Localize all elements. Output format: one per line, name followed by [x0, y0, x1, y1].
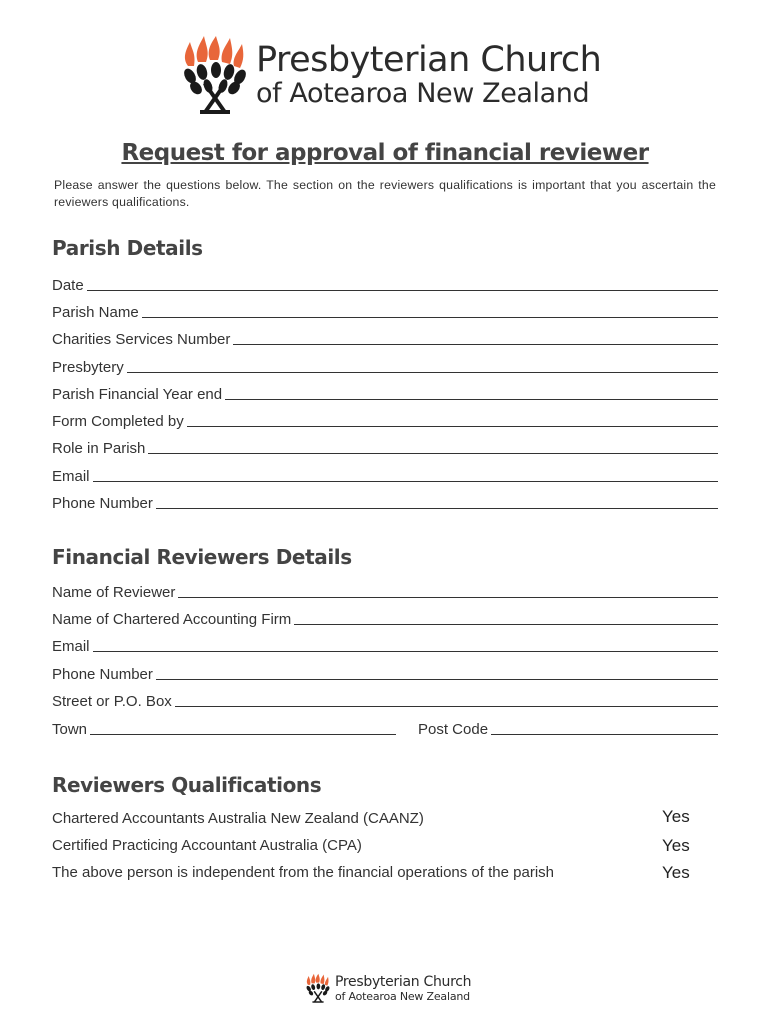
- post-code-label: Post Code: [418, 721, 489, 738]
- parish-name-input-line[interactable]: [142, 317, 718, 318]
- reviewer-phone-field[interactable]: [52, 663, 718, 683]
- logo-line-2: of Aotearoa New Zealand: [256, 78, 590, 109]
- parish-phone-label: Phone Number: [52, 495, 153, 512]
- form-completed-by-input-line[interactable]: [187, 426, 718, 427]
- street-label: Street or P.O. Box: [52, 693, 172, 710]
- charities-number-input-line[interactable]: [233, 344, 718, 345]
- role-in-parish-label: Role in Parish: [52, 440, 146, 457]
- parish-name-label: Parish Name: [52, 304, 139, 321]
- parish-email-field[interactable]: [52, 465, 718, 485]
- parish-email-label: Email: [52, 468, 90, 485]
- cpa-qualification-label: Certified Practicing Accountant Australia (CPA): [52, 837, 362, 854]
- role-in-parish-input-line[interactable]: [148, 453, 718, 454]
- reviewer-name-field[interactable]: [52, 581, 718, 601]
- accounting-firm-label: Name of Chartered Accounting Firm: [52, 611, 292, 628]
- independence-label: The above person is independent from the financial operations of the parish: [52, 864, 554, 881]
- footer-logo-line-1: Presbyterian Church: [335, 974, 472, 990]
- town-label: Town: [52, 721, 88, 738]
- burning-bush-icon-small: [305, 972, 331, 1006]
- town-field[interactable]: [52, 718, 396, 738]
- reviewer-name-input-line[interactable]: [178, 597, 718, 598]
- reviewer-details-heading: Financial Reviewers Details: [52, 545, 352, 569]
- form-completed-by-field[interactable]: [52, 410, 718, 430]
- date-field[interactable]: [52, 274, 718, 294]
- cpa-answer[interactable]: Yes: [662, 836, 690, 855]
- role-in-parish-field[interactable]: [52, 437, 718, 457]
- qualifications-heading: Reviewers Qualifications: [52, 773, 322, 797]
- parish-email-input-line[interactable]: [93, 481, 718, 482]
- footer-logo-line-2: of Aotearoa New Zealand: [335, 990, 470, 1003]
- parish-phone-input-line[interactable]: [156, 508, 718, 509]
- street-input-line[interactable]: [175, 706, 718, 707]
- parish-details-heading: Parish Details: [52, 236, 203, 260]
- caanz-qualification-label: Chartered Accountants Australia New Zealand (CAANZ): [52, 810, 424, 827]
- footer-logo: [305, 972, 475, 1008]
- reviewer-email-input-line[interactable]: [93, 651, 718, 652]
- town-input-line[interactable]: [90, 734, 396, 735]
- logo-line-1: Presbyterian Church: [256, 40, 602, 80]
- charities-number-field[interactable]: [52, 328, 718, 348]
- form-completed-by-label: Form Completed by: [52, 413, 184, 430]
- parish-name-field[interactable]: [52, 301, 718, 321]
- financial-year-end-label: Parish Financial Year end: [52, 386, 223, 403]
- page-title: Request for approval of financial reviewer: [121, 140, 649, 166]
- reviewer-email-label: Email: [52, 638, 90, 655]
- presbytery-input-line[interactable]: [127, 372, 718, 373]
- reviewer-email-field[interactable]: [52, 635, 718, 655]
- charities-number-label: Charities Services Number: [52, 331, 231, 348]
- burning-bush-icon: [180, 36, 250, 118]
- presbytery-label: Presbytery: [52, 359, 124, 376]
- post-code-field[interactable]: [418, 718, 718, 738]
- date-label: Date: [52, 277, 84, 294]
- reviewer-name-label: Name of Reviewer: [52, 584, 176, 601]
- street-field[interactable]: [52, 690, 718, 710]
- independence-answer[interactable]: Yes: [662, 863, 690, 882]
- financial-year-end-field[interactable]: [52, 383, 718, 403]
- accounting-firm-input-line[interactable]: [294, 624, 718, 625]
- church-logo: [180, 36, 600, 118]
- caanz-answer[interactable]: Yes: [662, 807, 690, 826]
- accounting-firm-field[interactable]: [52, 608, 718, 628]
- date-input-line[interactable]: [87, 290, 718, 291]
- post-code-input-line[interactable]: [491, 734, 718, 735]
- parish-phone-field[interactable]: [52, 492, 718, 512]
- reviewer-phone-label: Phone Number: [52, 666, 153, 683]
- presbytery-field[interactable]: [52, 356, 718, 376]
- intro-text: Please answer the questions below. The section on the reviewers qualifications is important that you ascertain the reviewers qualifications.: [54, 178, 716, 209]
- financial-year-end-input-line[interactable]: [225, 399, 718, 400]
- reviewer-phone-input-line[interactable]: [156, 679, 718, 680]
